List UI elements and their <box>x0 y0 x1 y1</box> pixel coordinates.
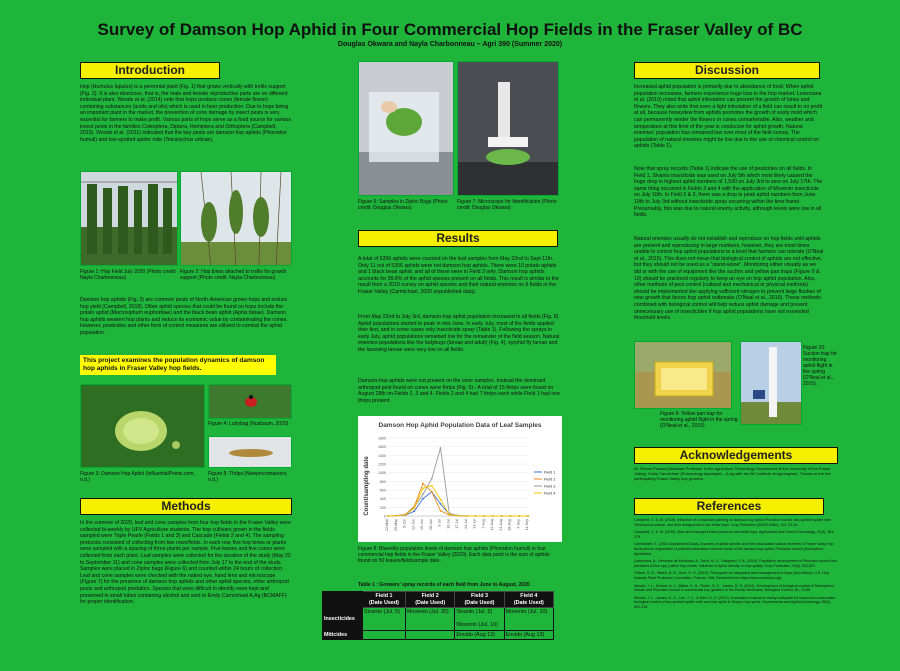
x-tick-label: 5-Jun <box>402 519 407 528</box>
figure-6-caption: Figure 6: Samples in Ziploc Bags (Photo credit: Douglas Okwara) <box>358 199 448 211</box>
poster-title: Survey of Damson Hop Aphid in Four Commercial Hop Fields in the Fraser Valley of BC <box>97 20 803 39</box>
y-tick-label: 200 <box>380 505 386 510</box>
data-point <box>387 515 389 517</box>
discussion-paragraph-2: Note that spray records (Table 1) indicate the use of pesticides on all fields. In Field 1, Sivanto insecticide was used on July 5th which most likely caused the huge drop in highest aphid numbers of 1,590 on July 3rd to zero on July 17th. The same thing occurred in Fields 3 and 4 with the application of Movento insecticide on July 10th. In Field 2 & 3, there was a drop in peak aphid numbers from June 19th to July 3rd without insecticide spray occurring within the time frame. Presumably, this was due to natural enemy activity, although levels were low in all fields. <box>634 166 823 219</box>
reference-item: Campbell, C. A. M. (2019). New and resurgent insect pests on low trellis hops. Agricultural and Forest Entomology, 21(4), 364-375. <box>634 530 835 539</box>
x-tick-label: 14-Aug <box>490 519 494 531</box>
table-row-label: Miticides <box>323 630 363 640</box>
data-point <box>396 515 398 517</box>
x-tick-label: 17-Jul <box>455 519 459 529</box>
reference-item: Campbell, C. A. M. (2018). Influence of companion planting on damson hop aphid Phorodon humuli, two-spotted spider mite Tetranychus urticae, and their antagonists in low trellis hops. Crop Protection (00002-0082), 114, 23-30. <box>634 518 831 527</box>
table-header-field-1: Field 1 (Date Used) <box>363 592 406 608</box>
references-list <box>634 518 838 658</box>
figure-5-caption: Figure 5: Thrips (Newprocontainers, n.d.) <box>208 471 288 483</box>
discussion-paragraph-3: Natural enemies usually do not establish and reproduce on hop fields until aphids are present and reproducing in large numbers, however, they are most times unable to control hop aphid populations to a level that farmers can tolerate (O'Neal et al., 2015). This does not mean that biological control of aphids are not effective, but they should not be used as a "stand-alone". Monitoring either visually as we did or with the use of equipment like the suction and yellow pan traps (Figure 9 & 10) should be practiced regularly to keep an eye on hop aphid population. Also, other methods of pest control (cultural and mechanical or physical methods) should be implemented like applying sufficient nitrogen to prevent large flushes of new growth that favors hop aphid outbreaks (O'Neal et al., 2015). These methods combined with biological control will help reduce aphid damage and prevent unnecessary use of insecticides if hop aphid populations have not exceeded threshold levels. <box>634 236 824 322</box>
reference-item: Woods, J. L., Dreves, A. J., Walsh, D. B., Fisher, G. C., James, D. G. (2014). Development of biological control of Tetranychus urticae and Phorodon humuli in commercial hop gardens in the Pacific Northwest. Biological Control, 80, 73-85. <box>634 583 834 593</box>
data-point <box>457 515 459 517</box>
figure-8-caption: Figure 8: Biweekly population levels of damson hop aphids (Phorodon humuli) in four commercial hop fields in the Fraser Valley (2020). Each data point is the sum of aphids found on 50 leaves/field/sample date. <box>358 546 550 564</box>
results-paragraph-1: A total of 5356 aphids were counted on the leaf samples from May 22nd to Sept 11th. Only 11 out of 5356 aphids were not damson hop aphids. There were 10 potato aphids and 1 black bean aphid, and all of these were in Field 3 only. Damson hop aphids accounts for 99.8% of the aphid species present on all fields. This result is similar to the result from a 2019 survey on aphid species and their natural enemies on 6 fields in the Fraser Valley (Carmichael, 2020 unpublished data). <box>358 256 559 295</box>
discussion-heading: Discussion <box>634 62 820 79</box>
table-header-field-4: Field 4 (Date Used) <box>504 592 553 608</box>
intro-paragraph-1: Hop (Humulus lupulus) is a perennial plant (Fig. 1) that grows vertically with trellis support (Fig. 2). It is also dioecious, that is, the male and female reproductive parts are on different individual plant. Woods et al. (2014) note that hops produce cones (female flower) containing substances (acids and oils) which is used in beer production. Due to hops being an important plant in the market, the prevention of cone damage by insect pests is very essential for farmers to make profit. Various parts of hops serve as a food source for various insect pests in the families Coleoptera, Diptera, Hemiptera and Orthoptera (Campbell, 2019). Woods et al. (2011) indicated that the key pests are damson hop aphids (Phorodon humuli) and two-spotted spider mite (Tetranychus urticae). <box>80 84 291 143</box>
x-tick-label: 31-Jul <box>472 519 477 529</box>
x-tick-label: 28-Aug <box>507 519 512 531</box>
references-heading: References <box>634 498 824 515</box>
data-point <box>431 485 433 487</box>
figure-3-caption: Figure 3: Damson Hop Aphid (InfluentialPoints.com, n.d.) <box>80 471 195 483</box>
data-point <box>413 507 415 509</box>
y-tick-label: 0 <box>384 514 386 519</box>
y-tick-label: 600 <box>380 488 386 493</box>
reference-item: Lorenzana, A., Hermoso de Mendoza, A., Seco, M. V., Casquero, P. A. (2010). Population development of Phorodon humuli and predators (Orius spp.) within hop cones: Influence of aphid density on hop quality. Crop Protection, 29(8), 832-837. <box>634 559 837 568</box>
legend-label: Field 1 <box>544 470 556 475</box>
table-cell: Movento (Jul. 10) <box>504 608 553 631</box>
data-point <box>501 515 503 517</box>
series-line-field-3 <box>388 448 528 516</box>
data-point <box>405 514 407 516</box>
data-point <box>422 483 424 485</box>
data-point <box>527 515 529 517</box>
table-header-empty <box>323 592 363 608</box>
y-tick-label: 800 <box>380 479 386 484</box>
reference-item: O'Neal, S. D., Walsh, D. B., Gent, D. H. (2015). Field guide for integrated pest management in hops (3rd edition). U.S. Hop Industry Plant Protection Committee, Pullman, WA. Retrieved from https://www.usahops.org/. <box>634 571 829 580</box>
legend-label: Field 2 <box>544 477 556 482</box>
table-cell: Movento (Jul. 30) <box>406 608 455 631</box>
table-cell: Envido (Aug 13) <box>504 630 553 640</box>
data-point <box>422 498 424 500</box>
ziploc-samples-photo <box>358 61 454 196</box>
acknowledgements-heading: Acknowledgements <box>634 447 838 464</box>
table-header-field-2: Field 2 (Date Used) <box>406 592 455 608</box>
intro-paragraph-2: Damson hop aphids (Fig. 3) are common pests of North-American grown hops and reduce hop yield (Campbell, 2018). Other aphid species that could be found on hops include the potato aphid (Macrosiphum euphorbiae) and the black bean aphid (Aphis fabae). Damson hop aphids weaken hop plants and reduce its economic value by contaminating the cones. However, pesticides and other form of control measures are utilized to combat the aphid population. <box>80 297 288 336</box>
data-point <box>483 515 485 517</box>
microscope-photo <box>457 61 559 196</box>
y-tick-label: 1200 <box>378 462 386 467</box>
y-tick-label: 1000 <box>378 471 386 476</box>
x-tick-label: 11-Sep <box>525 519 529 531</box>
table-1-caption: Table 1 : Growers’ spray records of each field from June to August, 2020 <box>358 582 530 588</box>
data-point <box>413 510 415 512</box>
data-point <box>475 515 477 517</box>
data-point <box>440 510 442 512</box>
project-statement-highlight: This project examines the population dynamics of damson hop aphids in Fraser Valley hop fields. <box>80 355 276 375</box>
series-line-field-2 <box>388 484 528 517</box>
y-tick-label: 400 <box>380 497 386 502</box>
aphid-population-chart <box>358 416 562 542</box>
table-cell: Sivanto (Jul. 5) <box>363 608 406 631</box>
methods-heading: Methods <box>80 498 292 515</box>
data-point <box>466 515 468 517</box>
x-tick-label: 10-Jul <box>446 519 451 529</box>
y-tick-label: 1800 <box>378 436 386 441</box>
x-tick-label: 29-May <box>393 519 398 531</box>
table-header-field-3: Field 3 (Date Used) <box>455 592 504 608</box>
y-tick-label: 1600 <box>378 445 386 450</box>
intro-heading: Introduction <box>80 62 220 79</box>
x-tick-label: 19-Jun <box>420 519 424 530</box>
table-cell: Envido (Aug 13) <box>455 630 504 640</box>
figure-10-caption: Figure 10: Suction trap for monitoring aphid flight in the spring (O'Neal et al., 2015). <box>803 345 837 387</box>
thrips-photo <box>208 436 292 468</box>
discussion-paragraph-1: Increased aphid population is primarily due to abundance of food. When aphid population increases, farmers experience huge loss in the hop market. Lorenzana et al. (2010) noted that aphid infestation can prevent the growth of bines and flowers. They also write that even a light infestation of a field can result to no profit at all, because honeydew from aphids promotes the growth of sooty mold which can permanently render the flowers or cones unmarketable. Also, weather and temperature at this time of the year is conducive for aphid growth. Natural enemies' population has remained low over most of the field survey. The population of natural enemies might be low due to the use of chemical control on aphids (Table 1). <box>634 84 823 150</box>
data-point <box>440 499 442 501</box>
table-row <box>323 630 554 640</box>
acknowledgements-text: Dr. Renee Prasad (Assistant Professor in the Agriculture Technology Department of the University of the Fraser Valley), Emily Carmichael (Entomology Agrologist – A.Ag with the BC Institute of Agrologists). Thanks to the the participating Fraser Valley hop growers. <box>634 466 831 481</box>
data-point <box>492 515 494 517</box>
x-tick-label: 12-Jun <box>411 519 416 530</box>
hop-field-photo <box>80 171 178 266</box>
table-cell <box>363 630 406 640</box>
data-point <box>422 487 424 489</box>
spray-records-table <box>322 591 554 640</box>
x-tick-label: 7-Aug <box>481 519 486 529</box>
results-heading: Results <box>358 230 558 247</box>
data-point <box>448 514 450 516</box>
results-paragraph-2: From May 22nd to July 3rd, damson-hop aphid population increased in all fields (Fig. 8). Aphid populations started to peak in mid-June. In early July, most of the fields applied their first, and in some cases only insecticide spray (Table 1). Following the sprays in early July, aphid populations remained low for the remainder of the field season. Natural enemies populations like the ladybugs (larvae and adult) (Fig. 4), syrphid fly larvae and the lacewing larvae were very low on all fields. <box>358 314 560 353</box>
table-cell: Sivanto (Jul. 5) Movento (Jul. 10) <box>455 608 504 631</box>
data-point <box>431 491 433 493</box>
chart-title-line-1: Damson Hop Aphid Population Data of Leaf Samples <box>378 422 542 429</box>
chart-svg <box>358 416 562 542</box>
data-point <box>431 478 433 480</box>
hop-bines-trellis-photo <box>180 171 292 266</box>
reference-item: Woods, J. L., James, D. G., Lee, J. C., & Gent, D. H. (2011). Evaluation of airborne methyl salicylate for improved conservation biological control of two-spotted spider mite and hop aphid in Oregon hop yards. Experimental and Applied Acarology, 55(4), 401-416. <box>634 595 836 609</box>
legend-label: Field 3 <box>544 484 556 489</box>
yellow-pan-trap-photo <box>634 341 732 409</box>
figure-1-caption: Figure 1: Hop Field July 2020 (Photo credit: Nayla Charbonneau) <box>80 269 177 281</box>
x-tick-label: 3-Jul <box>437 519 442 527</box>
table-row-label: Insecticides <box>323 608 363 631</box>
figure-2-caption: Figure 2: Hop bines attached to trellis for growth support (Photo credit: Nayla Charbonneau) <box>180 269 287 281</box>
data-point <box>422 493 424 495</box>
data-point <box>510 515 512 517</box>
figure-9-caption: Figure 9: Yellow pan trap for monitoring aphid flight in the spring (O'Neal et al., 2015) <box>660 411 738 429</box>
data-point <box>518 515 520 517</box>
data-point <box>440 503 442 505</box>
chart-y-axis-label: Count/sampling date <box>364 456 370 516</box>
legend-label: Field 4 <box>544 491 556 496</box>
x-tick-label: 22-May <box>385 519 389 531</box>
x-tick-label: 26-Jun <box>428 519 433 530</box>
methods-paragraph: In the summer of 2020, leaf and cone samples from four hop fields in the Fraser Valley were collected bi-weekly by UFV Agriculture students. The hop cultivars grown in the fields sampled were Triple Pearle (Fields 1 and 3) and Cascade (Fields 2 and 4). The sampling protocols consisted of collecting from two rows/fields. In each row, five hop bines or plants were sampled with a spacing of three plants per sample. Five leaves and five cones were collected from each plant. Leaf samples were collected for the duration of the study (May 22 to September 11) and cone samples were collected from July 17 to the end of the study. Samples were placed in Ziploc bags (Figure 6) and counted within 24 hours of collection. Leaf and cone samples were checked with the naked eye, hand lens and microscope (Figure 7) for the presence of damson hop aphids and other aphid species, other arthropod pests and arthropod predators. Species that were difficult to identify were kept and preserved in small tubes containing alcohol and sent to Emily Carmichael A.Ag (BCMAFF) for proper identification. <box>80 520 291 606</box>
y-tick-label: 1400 <box>378 453 386 458</box>
reference-item: Carmichael, E. (2020 Unpublished Data). A survey of aphid species and their associated natural enemies in Fraser Valley hop fields and an exploration of potential alternative summer hosts of the damson-hop aphid, Phorodon humuli (Homoptera: Aphididae). <box>634 542 834 556</box>
table-cell <box>406 630 455 640</box>
table-row <box>323 608 554 631</box>
figure-4-caption: Figure 4: Ladybug (Nusbaum, 2020) <box>208 421 289 427</box>
damson-hop-aphid-photo <box>80 384 205 468</box>
results-paragraph-3: Damson-hop aphids were not present on the cone samples. Instead the dominant arthropod pest found on cones were thrips (Fig. 5) - A total of 15 thrips were found on August 28th on Fields 2, 3 and 4. Fields 2 and 4 had 7 thrips each while Field 1 had one thrips present. <box>358 378 560 404</box>
table-header-row <box>323 592 554 608</box>
x-tick-label: 21-Aug <box>498 519 503 531</box>
x-tick-label: 4-Sep <box>516 519 521 529</box>
ladybug-photo <box>208 384 292 419</box>
poster-authors: Douglas Okwara and Nayla Charbonneau – Agri 390 (Summer 2020) <box>337 41 563 48</box>
x-tick-label: 24-Jul <box>463 519 468 529</box>
suction-trap-photo <box>740 341 802 425</box>
data-point <box>440 447 442 449</box>
figure-7-caption: Figure 7: Microscope for Identification (Photo credit: Douglas Okwara) <box>457 199 557 211</box>
